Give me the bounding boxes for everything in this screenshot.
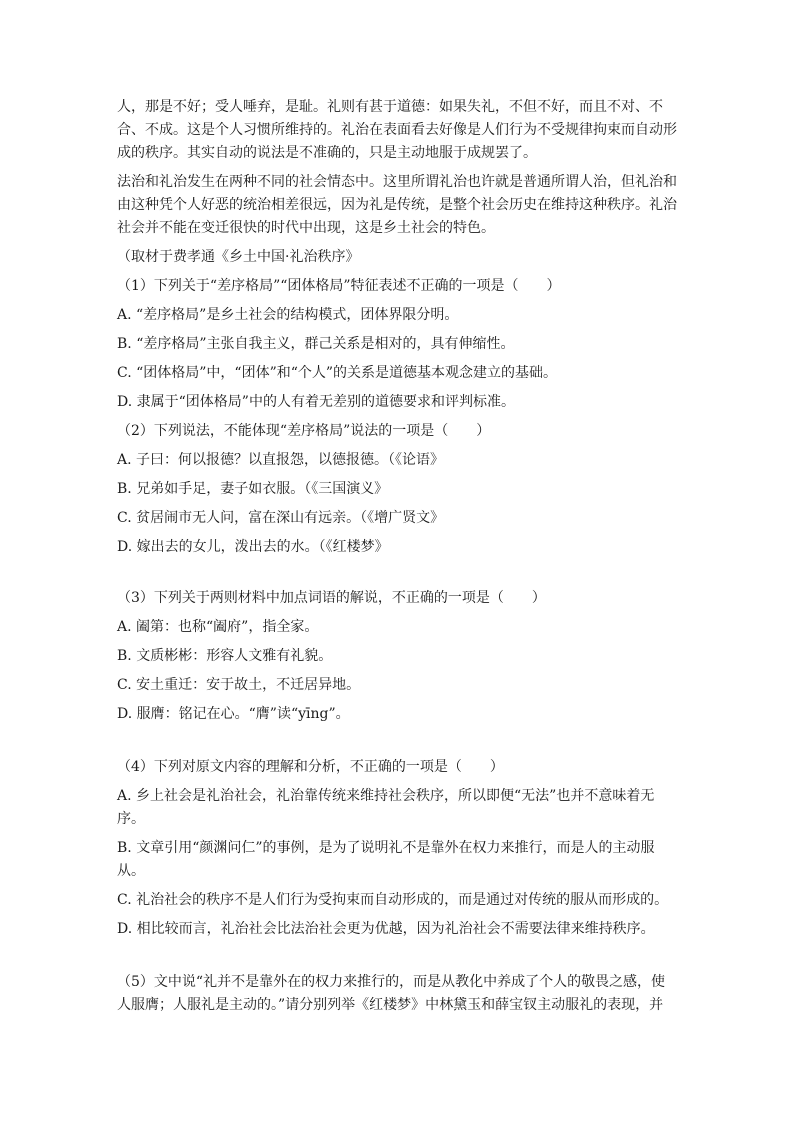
question-option: A. 子曰：何以报德？以直报怨，以德报德。（《论语》 xyxy=(117,452,445,468)
question-option: B. “差序格局”主张自我主义，群己关系是相对的，具有伸缩性。 xyxy=(117,336,515,352)
question-option: A. 乡上社会是礼治社会，礼治靠传统来维持社会秩序，所以即便“无法”也并不意味着无序。 xyxy=(117,788,655,827)
passage-paragraph: 法治和礼治发生在两种不同的社会情态中。这里所谓礼治也许就是普通所谓人治，但礼治和由这种凭个人好恶的统治相差很远，因为礼是传统，是整个社会历史在维持这种秩序。礼治社会并不能在变迁很快的时代中出现，这是乡土社会的特色。 xyxy=(117,174,677,236)
question-stem: （4）下列对原文内容的理解和分析，不正确的一项是（ ） xyxy=(117,759,504,775)
question-option: D. 嫁出去的女儿，泼出去的水。（《红楼梦》 xyxy=(117,539,389,555)
question-option: C. 安土重迁：安于故土，不迁居异地。 xyxy=(117,677,361,693)
question-stem: （3）下列关于两则材料中加点词语的解说，不正确的一项是（ ） xyxy=(117,590,546,606)
document-page xyxy=(117,96,677,1017)
passage-source: （取材于费孝通《乡土中国·礼治秩序》 xyxy=(117,249,360,265)
question-option: A. “差序格局”是乡土社会的结构模式，团体界限分明。 xyxy=(117,307,459,323)
question-option: D. 相比较而言，礼治社会比法治社会更为优越，因为礼治社会不需要法律来维持秩序。 xyxy=(117,921,655,937)
question-option: D. 隶属于“团体格局”中的人有着无差别的道德要求和评判标准。 xyxy=(117,394,515,410)
question-option: A. 阖第：也称“阖府”，指全家。 xyxy=(117,619,319,635)
question-stem: （2）下列说法，不能体现“差序格局”说法的一项是（ ） xyxy=(117,423,491,439)
question-option: C. 贫居闹市无人问，富在深山有远亲。（《增广贤文》 xyxy=(117,510,445,526)
question-option: B. 文章引用“颜渊问仁”的事例，是为了说明礼不是靠外在权力来推行，而是人的主动服从。 xyxy=(117,840,655,879)
question-stem: （5）文中说“礼并不是靠外在的权力来推行的，而是从教化中养成了个人的敬畏之感，使人服膺；人服礼是主动的。”请分别列举《红楼梦》中林黛玉和薛宝钗主动服礼的表现，并 xyxy=(117,974,666,1013)
question-option: D. 服膺：铭记在心。“膺”读“yīng”。 xyxy=(117,706,350,722)
question-stem: （1）下列关于“差序格局”“团体格局”特征表述不正确的一项是（ ） xyxy=(117,278,561,294)
question-option: C. “团体格局”中，“团体”和“个人”的关系是道德基本观念建立的基础。 xyxy=(117,365,558,381)
question-option: B. 文质彬彬：形容人文雅有礼貌。 xyxy=(117,648,333,664)
question-option: C. 礼治社会的秩序不是人们行为受拘束而自动形成的，而是通过对传统的服从而形成的。 xyxy=(117,892,669,908)
passage-paragraph: 人，那是不好；受人唾弃，是耻。礼则有甚于道德：如果失礼，不但不好，而且不对、不合、不成。这是个人习惯所维持的。礼治在表面看去好像是人们行为不受规律拘束而自动形成的秩序。其实自动的说法是不准确的，只是主动地服于成规罢了。 xyxy=(117,99,677,161)
question-option: B. 兄弟如手足，妻子如衣服。（《三国演义》 xyxy=(117,481,389,497)
